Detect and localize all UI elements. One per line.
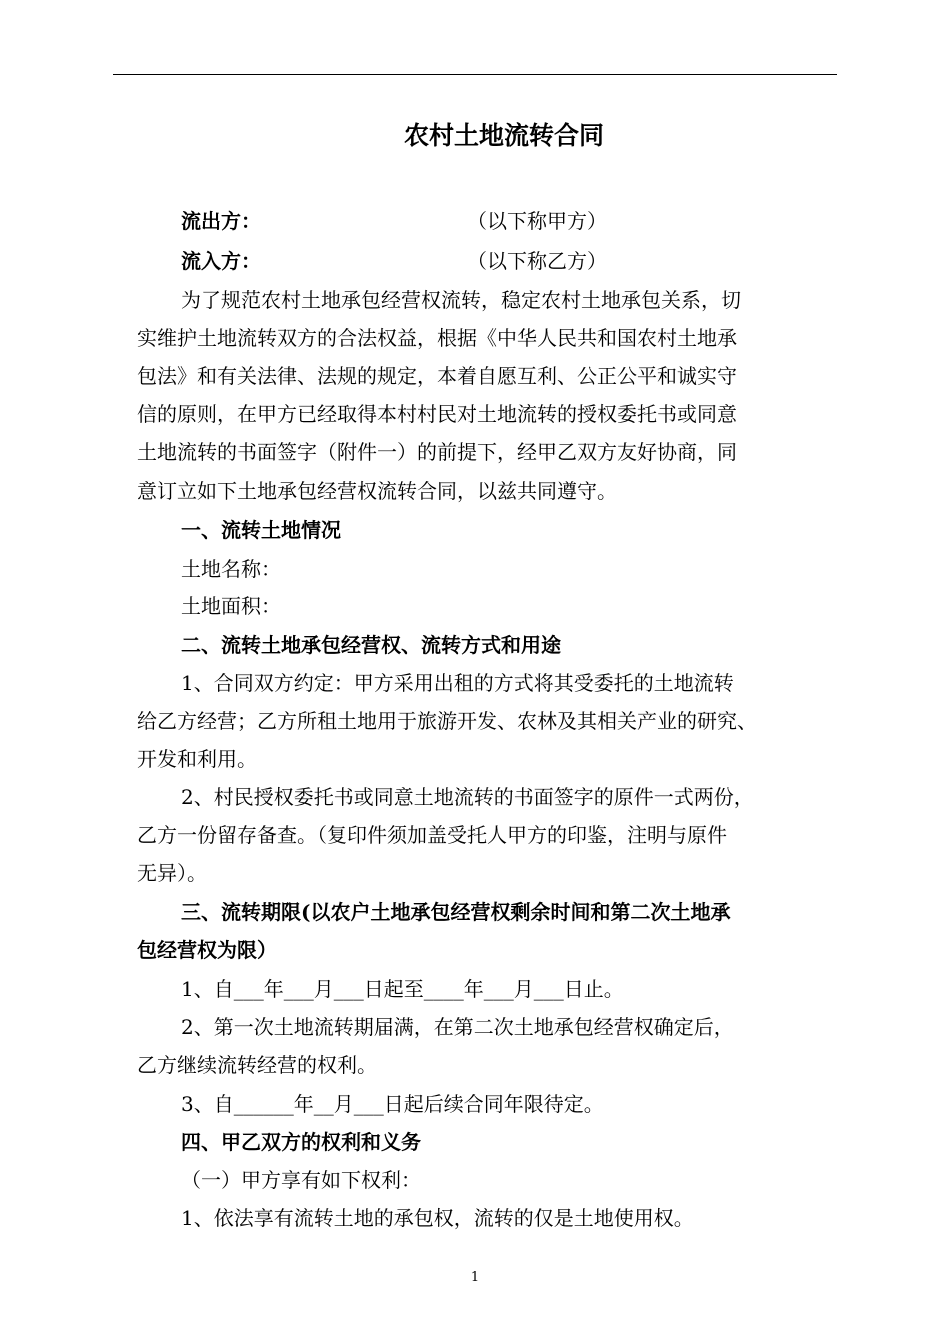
party-out-note: （以下称甲方） bbox=[467, 209, 607, 233]
party-out-label: 流出方： bbox=[181, 209, 261, 233]
body-line: 信的原则，在甲方已经取得本村村民对土地流转的授权委托书或同意 bbox=[137, 402, 737, 426]
party-in-label: 流入方： bbox=[181, 249, 261, 273]
document-title: 农村土地流转合同 bbox=[403, 121, 604, 150]
party-in-note: （以下称乙方） bbox=[467, 249, 607, 273]
body-line: 2、村民授权委托书或同意土地流转的书面签字的原件一式两份， bbox=[181, 785, 754, 809]
body-line: 乙方继续流转经营的权利。 bbox=[137, 1053, 377, 1077]
section-heading-cont: 包经营权为限） bbox=[137, 938, 277, 962]
section-heading: 三、流转期限(以农户土地承包经营权剩余时间和第二次土地承 bbox=[181, 900, 731, 924]
section-heading: 一、流转土地情况 bbox=[181, 518, 341, 542]
body-line: 意订立如下土地承包经营权流转合同，以兹共同遵守。 bbox=[137, 479, 617, 503]
body-line: 开发和利用。 bbox=[137, 747, 257, 771]
page-number: 1 bbox=[470, 1270, 480, 1285]
body-line: 1、依法享有流转土地的承包权，流转的仅是土地使用权。 bbox=[181, 1206, 694, 1230]
body-line: 为了规范农村土地承包经营权流转，稳定农村土地承包关系，切 bbox=[181, 288, 741, 312]
body-line: 2、第一次土地流转期届满，在第二次土地承包经营权确定后， bbox=[181, 1015, 734, 1039]
body-line: 给乙方经营；乙方所租土地用于旅游开发、农林及其相关产业的研究、 bbox=[137, 709, 757, 733]
body-line: 无异）。 bbox=[137, 861, 207, 885]
body-line: 土地流转的书面签字（附件一）的前提下，经甲乙双方友好协商，同 bbox=[137, 440, 737, 464]
body-line: 包法》和有关法律、法规的规定，本着自愿互利、公正公平和诚实守 bbox=[137, 364, 737, 388]
term-line: 1、自___年___月___日起至____年___月___日止。 bbox=[181, 977, 624, 1001]
section-heading: 二、流转土地承包经营权、流转方式和用途 bbox=[181, 633, 561, 657]
header-rule bbox=[113, 74, 837, 75]
section-heading: 四、甲乙双方的权利和义务 bbox=[181, 1130, 421, 1154]
body-line: 1、合同双方约定：甲方采用出租的方式将其受委托的土地流转 bbox=[181, 671, 734, 695]
term-line: 3、自______年__月___日起后续合同年限待定。 bbox=[181, 1092, 604, 1116]
subsection-heading: （一）甲方享有如下权利： bbox=[181, 1168, 421, 1192]
body-line: 乙方一份留存备查。（复印件须加盖受托人甲方的印鉴，注明与原件 bbox=[137, 823, 727, 847]
field-land-area: 土地面积： bbox=[181, 594, 281, 618]
field-land-name: 土地名称： bbox=[181, 557, 281, 581]
body-line: 实维护土地流转双方的合法权益，根据《中华人民共和国农村土地承 bbox=[137, 326, 737, 350]
